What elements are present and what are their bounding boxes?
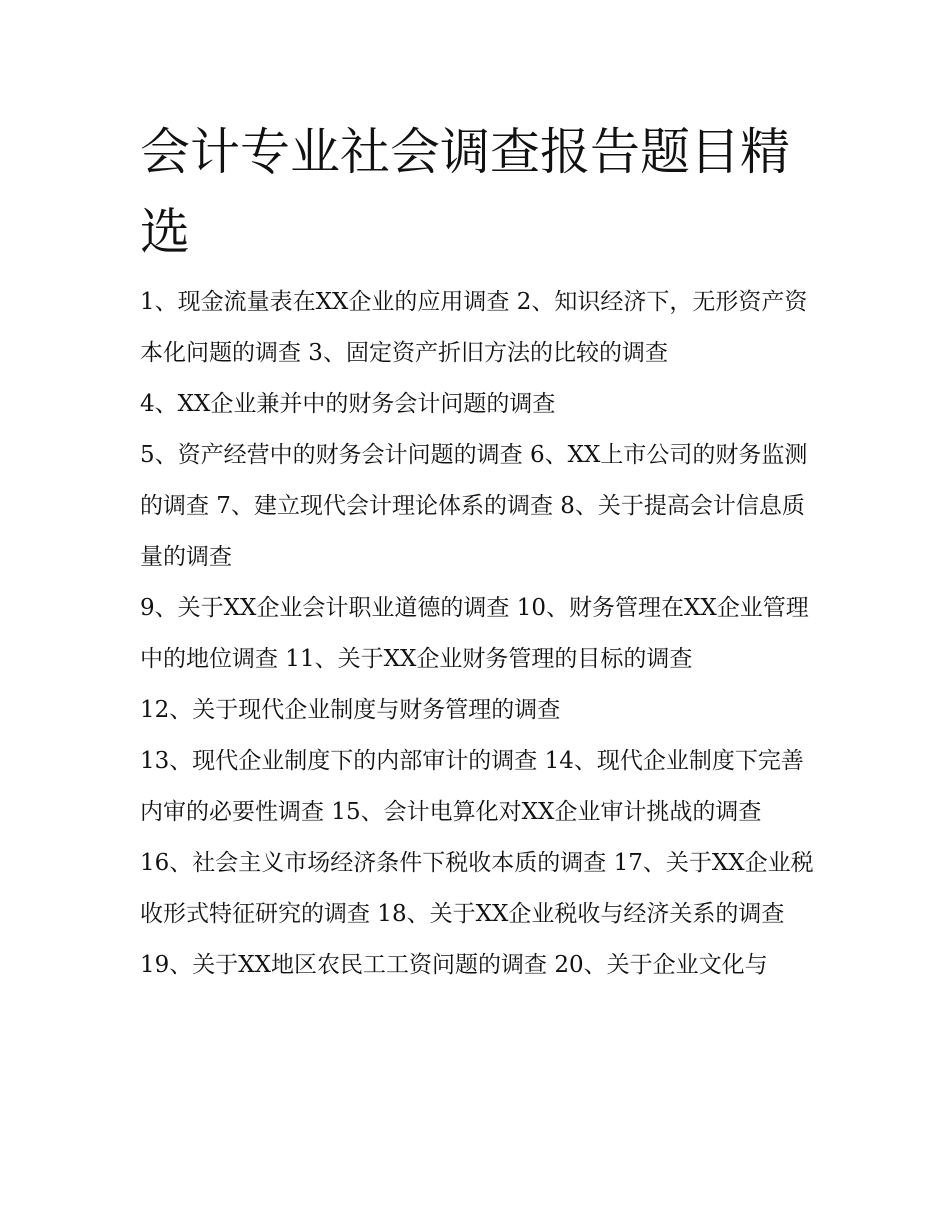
page-title: 会计专业社会调查报告题目精选 bbox=[140, 123, 790, 261]
paragraph: 19、关于XX地区农民工工资问题的调查 20、关于企业文化与 bbox=[140, 952, 768, 978]
paragraph: 1、现金流量表在XX企业的应用调查 2、知识经济下，无形资产资本化问题的调查 3、固定资产折旧方法的比较的调查 bbox=[140, 289, 808, 366]
paragraph: 9、关于XX企业会计职业道德的调查 10、财务管理在XX企业管理中的地位调查 11、关于XX企业财务管理的目标的调查 bbox=[140, 595, 809, 672]
document-body bbox=[140, 277, 815, 991]
paragraph: 4、XX企业兼并中的财务会计问题的调查 bbox=[140, 391, 556, 417]
paragraph: 13、现代企业制度下的内部审计的调查 14、现代企业制度下完善内审的必要性调查 15、会计电算化对XX企业审计挑战的调查 bbox=[140, 748, 804, 825]
paragraph: 12、关于现代企业制度与财务管理的调查 bbox=[140, 697, 561, 723]
paragraph: 16、社会主义市场经济条件下税收本质的调查 17、关于XX企业税收形式特征研究的调查 18、关于XX企业税收与经济关系的调查 bbox=[140, 850, 814, 927]
paragraph: 5、资产经营中的财务会计问题的调查 6、XX上市公司的财务监测的调查 7、建立现代会计理论体系的调查 8、关于提高会计信息质量的调查 bbox=[140, 442, 808, 570]
